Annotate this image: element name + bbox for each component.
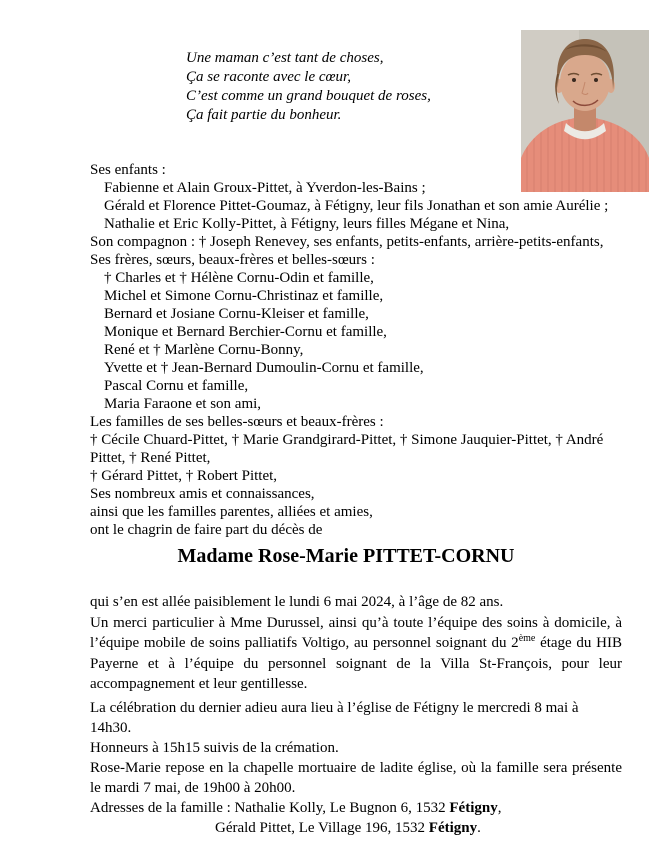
ceremony-line: La célébration du dernier adieu aura lieu à l’église de Fétigny le mercredi 8 mai à 14h30. bbox=[90, 700, 579, 736]
address-town-bold: Fétigny bbox=[428, 820, 478, 836]
family-line: Nathalie et Eric Kolly-Pittet, à Fétigny, leurs filles Mégane et Nina, bbox=[104, 216, 510, 232]
announcement-block bbox=[90, 592, 622, 695]
thanks-paragraph bbox=[90, 613, 622, 695]
poem-line: Ça fait partie du bonheur. bbox=[186, 107, 342, 123]
address-text: , bbox=[497, 800, 502, 816]
poem-line: Ça se raconte avec le cœur, bbox=[186, 69, 351, 85]
family-line: Yvette et † Jean-Bernard Dumoulin-Cornu et famille, bbox=[104, 360, 424, 376]
death-date-line: qui s’en est allée paisiblement le lundi 6 mai 2024, à l’âge de 82 ans. bbox=[90, 594, 504, 610]
honors-line: Honneurs à 15h15 suivis de la crémation. bbox=[90, 740, 339, 756]
address-text: Adresses de la famille : Nathalie Kolly, Le Bugnon 6, 1532 bbox=[90, 800, 450, 816]
family-line: Gérald et Florence Pittet-Goumaz, à Fétigny, leur fils Jonathan et son amie Aurélie ; bbox=[104, 198, 609, 214]
photo-face bbox=[560, 53, 610, 111]
family-line: Ses frères, sœurs, beaux-frères et belles-sœurs : bbox=[90, 252, 375, 268]
family-line: Monique et Bernard Berchier-Cornu et famille, bbox=[104, 324, 387, 340]
family-line: Son compagnon : † Joseph Renevey, ses enfants, petits-enfants, arrière-petits-enfants, bbox=[90, 234, 604, 250]
memorial-poem bbox=[186, 49, 431, 125]
photo-eye-right bbox=[594, 78, 598, 82]
family-line: Maria Faraone et son ami, bbox=[104, 396, 262, 412]
family-line: Fabienne et Alain Groux-Pittet, à Yverdon-les-Bains ; bbox=[104, 180, 426, 196]
thanks-text: Un merci particulier à Mme Durussel, ainsi qu’à toute l’équipe des soins à domicile, à l’équipe mobile de soins palliatifs Voltigo, au personnel soignant du 2 bbox=[90, 614, 622, 651]
family-line: Pascal Cornu et famille, bbox=[104, 378, 249, 394]
repose-paragraph: Rose-Marie repose en la chapelle mortuaire de ladite église, où la famille sera présente le mardi 7 mai, de 19h00 à 20h00. bbox=[90, 760, 622, 796]
family-line: Bernard et Josiane Cornu-Kleiser et famille, bbox=[104, 306, 369, 322]
family-line: Ses nombreux amis et connaissances, bbox=[90, 486, 315, 502]
family-line: Pittet, † René Pittet, bbox=[90, 450, 211, 466]
address-line-2 bbox=[90, 818, 622, 838]
family-line: Les familles de ses belles-sœurs et beaux-frères : bbox=[90, 414, 384, 430]
family-line: † Cécile Chuard-Pittet, † Marie Grandgirard-Pittet, † Simone Jauquier-Pittet, † André bbox=[90, 432, 604, 448]
poem-line: C’est comme un grand bouquet de roses, bbox=[186, 88, 431, 104]
thanks-text: étage du HIB Payerne et à l’équipe du personnel soignant de la Villa St-François, pour leur accompagnement et leur gentillesse. bbox=[90, 635, 622, 692]
photo-eye-left bbox=[572, 78, 576, 82]
ceremony-block bbox=[90, 698, 622, 838]
family-line: Michel et Simone Cornu-Christinaz et famille, bbox=[104, 288, 384, 304]
family-line: † Gérard Pittet, † Robert Pittet, bbox=[90, 468, 278, 484]
family-list bbox=[90, 161, 635, 539]
family-line: ainsi que les familles parentes, alliées et amies, bbox=[90, 504, 373, 520]
address-town-bold: Fétigny bbox=[449, 800, 498, 816]
thanks-superscript: ème bbox=[518, 633, 536, 644]
poem-line: Une maman c’est tant de choses, bbox=[186, 50, 384, 66]
address-text: . bbox=[477, 820, 481, 836]
address-line-1 bbox=[90, 798, 622, 818]
family-line: René et † Marlène Cornu-Bonny, bbox=[104, 342, 304, 358]
family-line: Ses enfants : bbox=[90, 162, 166, 178]
family-line: † Charles et † Hélène Cornu-Odin et famille, bbox=[104, 270, 374, 286]
deceased-name-title: Madame Rose-Marie PITTET-CORNU bbox=[177, 545, 515, 567]
address-text: Gérald Pittet, Le Village 196, 1532 bbox=[215, 820, 429, 836]
family-line: ont le chagrin de faire part du décès de bbox=[90, 522, 323, 538]
